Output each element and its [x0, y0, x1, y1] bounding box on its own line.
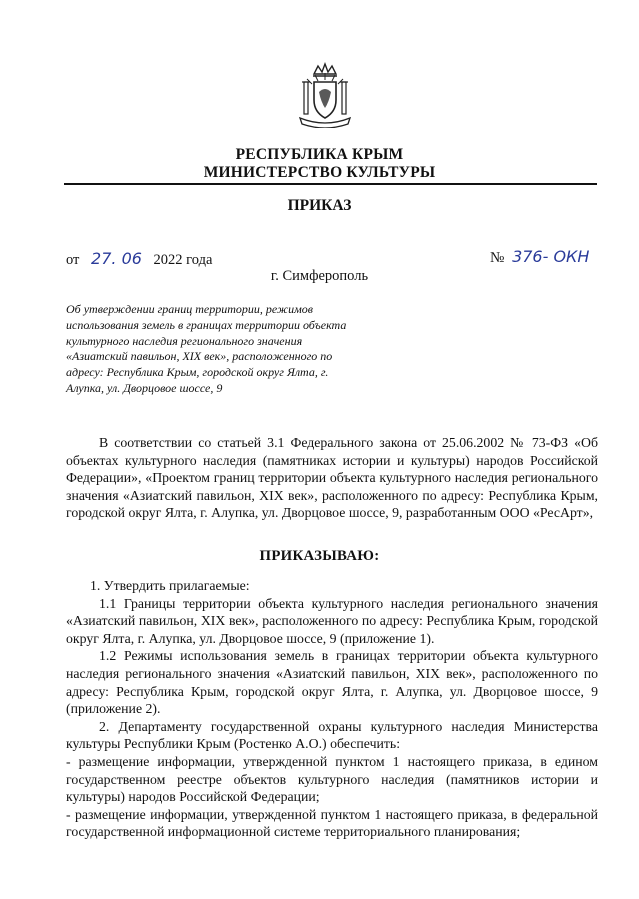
header-republic: РЕСПУБЛИКА КРЫМ — [235, 146, 404, 163]
subject-line: Об утверждении границ территории, режимов — [66, 302, 313, 316]
item-1: 1. Утвердить прилагаемые: — [90, 578, 250, 593]
subject-line: адресу: Республика Крым, городской округ Ялта, г. — [66, 365, 329, 380]
subject-line: «Азиатский павильон, XIX век», расположенного по — [66, 349, 333, 364]
number-prefix: № — [490, 250, 505, 266]
item-2: 2. Департаменту государственной охраны культурного наследия Министерства культуры Республики Крым (Ростенко А.О.) обеспечить: — [66, 718, 598, 752]
handwritten-number: 376- ОКН — [512, 247, 590, 266]
subject-line: культурного наследия регионального значения — [66, 333, 303, 348]
intro-paragraph: В соответствии со статьей 3.1 Федерального закона от 25.06.2002 № 73-ФЗ «Об объектах культурного наследия (памятниках истории и культуры) народов Российской Федерации», «Проектом границ территории объекта культурного наследия регионального значения «Азиатский павильон, XIX век», расположенного по адресу: Республика Крым, городской округ Ялта, г. Алупка, ул. Дворцовое шоссе, 9, разработанным ООО «РесАрт», — [66, 435, 598, 521]
item-2-a: - размещение информации, утвержденной пунктом 1 настоящего приказа, в едином государственном реестре объектов культурного наследия (памятников истории и культуры) народов Российской Федерации; — [66, 753, 598, 805]
order-date — [66, 249, 212, 269]
order-title: ПРИКАЗ — [287, 197, 352, 214]
handwritten-date: 27. 06 — [91, 249, 142, 268]
crimea-coat-of-arms-icon — [296, 62, 354, 128]
date-year: 2022 года — [153, 252, 213, 268]
city: г. Симферополь — [270, 268, 369, 284]
header-divider — [64, 183, 597, 185]
header-ministry: МИНИСТЕРСТВО КУЛЬТУРЫ — [203, 164, 436, 181]
subject-line: использования земель в границах территории объекта — [66, 317, 347, 332]
item-1-1: 1.1 Границы территории объекта культурного наследия регионального значения «Азиатский павильон, XIX век», расположенного по адресу: Республика Крым, городской округ Ялта, г. Алупка, ул. Дворцовое шоссе, 9 (приложение 1). — [66, 595, 598, 646]
subject-line: Алупка, ул. Дворцовое шоссе, 9 — [66, 380, 223, 395]
item-1-2: 1.2 Режимы использования земель в границах территории объекта культурного наследия регионального значения «Азиатский павильон, XIX век», расположенного по адресу: Республика Крым, городской округ Ялта, г. Алупка, ул. Дворцовое шоссе, 9 (приложение 2). — [66, 648, 598, 717]
order-subject — [66, 302, 388, 397]
item-2-b: - размещение информации, утвержденной пунктом 1 настоящего приказа, в федеральной государственной информационной системе территориального планирования; — [66, 806, 598, 840]
command-heading: ПРИКАЗЫВАЮ: — [259, 548, 380, 564]
order-number — [490, 247, 589, 267]
date-prefix: от — [66, 252, 80, 268]
order-items — [66, 577, 598, 841]
